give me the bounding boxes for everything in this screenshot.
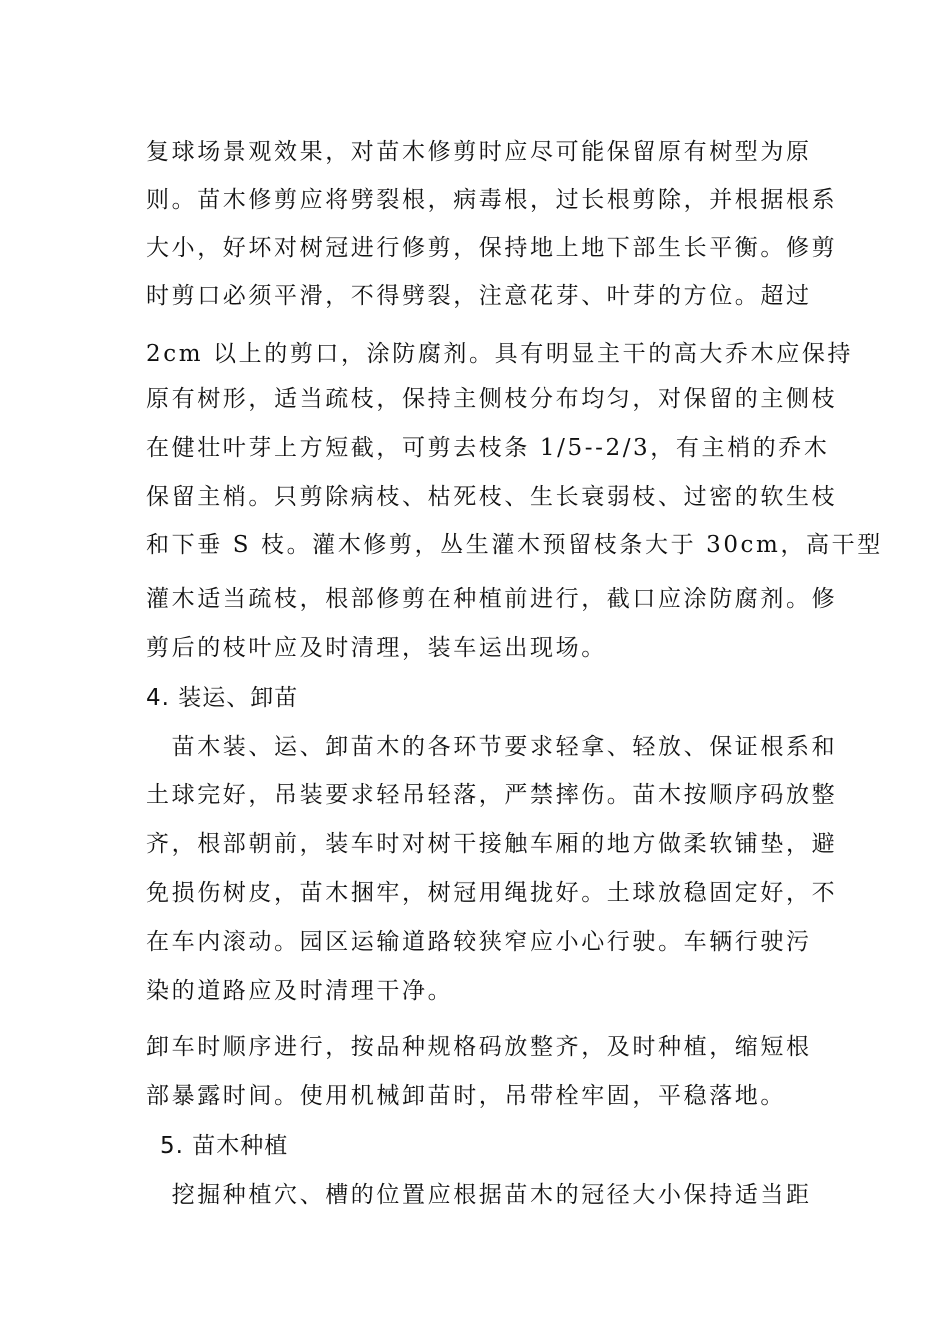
paragraph-line: 灌木适当疏枝，根部修剪在种植前进行，截口应涂防腐剂。修: [146, 586, 838, 612]
paragraph-line: 土球完好，吊装要求轻吊轻落，严禁摔伤。苗木按顺序码放整: [146, 782, 838, 808]
section-heading: 5. 苗木种植: [160, 1133, 289, 1159]
paragraph-line: 苗木装、运、卸苗木的各环节要求轻拿、轻放、保证根系和: [146, 734, 838, 760]
paragraph-line: 在车内滚动。园区运输道路较狭窄应小心行驶。车辆行驶污: [146, 929, 812, 955]
paragraph-line: 复球场景观效果，对苗木修剪时应尽可能保留原有树型为原: [146, 139, 812, 165]
paragraph-line: 免损伤树皮，苗木捆牢，树冠用绳拢好。土球放稳固定好，不: [146, 880, 838, 906]
paragraph-line: 剪后的枝叶应及时清理，装车运出现场。: [146, 635, 607, 661]
paragraph-line: 原有树形，适当疏枝，保持主侧枝分布均匀，对保留的主侧枝: [146, 386, 838, 412]
paragraph-line: 染的道路应及时清理干净。: [146, 978, 454, 1004]
paragraph-line: 齐，根部朝前，装车时对树干接触车厢的地方做柔软铺垫，避: [146, 831, 838, 857]
paragraph-line: 2cm 以上的剪口，涂防腐剂。具有明显主干的高大乔木应保持: [146, 341, 854, 367]
paragraph-line: 和下垂 S 枝。灌木修剪，丛生灌木预留枝条大于 30cm，高干型: [146, 532, 883, 558]
paragraph-line: 大小，好坏对树冠进行修剪，保持地上地下部生长平衡。修剪: [146, 235, 838, 261]
paragraph-line: 保留主梢。只剪除病枝、枯死枝、生长衰弱枝、过密的软生枝: [146, 484, 838, 510]
paragraph-line: 挖掘种植穴、槽的位置应根据苗木的冠径大小保持适当距: [146, 1182, 812, 1208]
paragraph-line: 在健壮叶芽上方短截，可剪去枝条 1/5--2/3，有主梢的乔木: [146, 435, 830, 461]
paragraph-line: 则。苗木修剪应将劈裂根，病毒根，过长根剪除，并根据根系: [146, 187, 838, 213]
paragraph-line: 时剪口必须平滑，不得劈裂，注意花芽、叶芽的方位。超过: [146, 283, 812, 309]
section-heading: 4. 装运、卸苗: [146, 685, 299, 711]
paragraph-line: 卸车时顺序进行，按品种规格码放整齐，及时种植，缩短根: [146, 1034, 812, 1060]
paragraph-line: 部暴露时间。使用机械卸苗时，吊带栓牢固，平稳落地。: [146, 1083, 786, 1109]
